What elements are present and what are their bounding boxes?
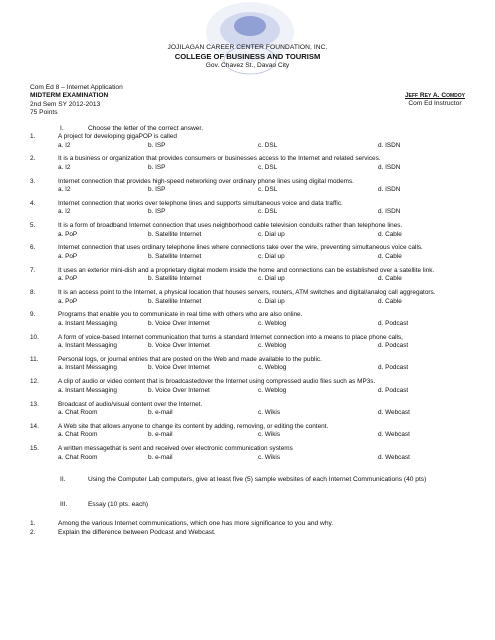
option-b: b. Satellite Internet (148, 297, 202, 305)
option-d: d. Webcast (378, 431, 410, 439)
option-c: c. Weblog (258, 386, 287, 394)
question-number: 11. (30, 355, 39, 363)
option-a: a. Instant Messaging (58, 319, 117, 327)
question-text: Personal logs, or journal entries that are posted on the Web and made available to the public. (58, 355, 322, 363)
option-c: c. Weblog (258, 342, 287, 350)
option-c: c. Wikis (258, 431, 281, 439)
option-b: b. Voice Over Internet (148, 364, 210, 372)
question-number: 5. (30, 222, 36, 230)
section-3-heading (60, 501, 148, 508)
option-a: a. Instant Messaging (58, 342, 117, 350)
question-number: 13. (30, 400, 39, 408)
question-number: 1. (30, 133, 36, 140)
essay-number: 2. (30, 529, 36, 536)
option-c: c. Weblog (258, 364, 287, 372)
question-item (30, 222, 480, 244)
section-number: I. (60, 125, 64, 132)
question-number: 7. (30, 266, 36, 274)
option-b: b. ISP (148, 163, 166, 171)
instructor-name: Jeff Rey A. Comdoy (404, 92, 465, 99)
option-c: c. DSL (258, 186, 278, 194)
question-item (30, 311, 480, 333)
section-instruction: Essay (10 pts. each) (88, 501, 149, 508)
question-number: 2. (30, 155, 36, 163)
option-b: b. Voice Over Internet (148, 319, 210, 327)
option-c: c. Weblog (258, 319, 287, 327)
question-text: It uses an exterior mini-dish and a proprietary digital modem inside the home and connections can be established over a satellite link. (58, 266, 435, 274)
option-d: d. ISDN (378, 186, 401, 194)
option-d: d. Cable (378, 275, 402, 283)
section-number: II. (60, 476, 66, 483)
option-d: d. ISDN (378, 141, 401, 149)
question-text: A project for developing gigaPOP is called (58, 133, 177, 140)
question-text: Internet connection that uses ordinary telephone lines where connections take over the wire, preventing simultaneous voice calls. (58, 244, 423, 252)
instructor-info (405, 92, 465, 109)
question-item (30, 133, 480, 155)
option-b: b. Voice Over Internet (148, 386, 210, 394)
option-b: b. Satellite Internet (148, 230, 202, 238)
option-c: c. Dial up (258, 275, 285, 283)
option-b: b. e-mail (148, 409, 173, 417)
question-item (30, 445, 480, 467)
semester: 2nd Sem SY 2012-2013 (30, 100, 101, 108)
question-number: 12. (30, 378, 39, 386)
question-text: Internet connection that provides high-speed networking over ordinary phone lines using digital modems. (58, 177, 354, 185)
option-a: a. Chat Room (58, 431, 98, 439)
question-text: It is a form of broadband Internet connection that uses neighborhood cable television conduits rather than telephone lines. (58, 222, 403, 230)
option-d: d. Webcast (378, 453, 410, 461)
question-text: A clip of audio or video content that is broadcastedover the Internet using compressed audio files such as MP3s. (58, 378, 376, 386)
option-d: d. Cable (378, 230, 402, 238)
section-1-heading (60, 125, 203, 132)
option-c: c. DSL (258, 141, 278, 149)
question-number: 3. (30, 177, 36, 185)
question-item (30, 200, 480, 222)
question-item (30, 356, 480, 378)
option-c: c. Dial up (258, 230, 285, 238)
question-item (30, 244, 480, 266)
question-number: 9. (30, 311, 36, 319)
exam-title: MIDTERM EXAMINATION (30, 92, 109, 100)
exam-info (30, 84, 123, 118)
option-d: d. Cable (378, 252, 402, 260)
option-d: d. Podcast (378, 364, 409, 372)
option-d: d. Webcast (378, 409, 410, 417)
question-text: Programs that enable you to communicate in real time with others who are also online. (58, 311, 303, 319)
option-a: a. Instant Messaging (58, 364, 117, 372)
option-b: b. ISP (148, 141, 166, 149)
question-item (30, 423, 480, 445)
question-item (30, 178, 480, 200)
option-c: c. Wikis (258, 453, 281, 461)
school-address: Gov. Chavez St., Davao City (205, 62, 290, 69)
option-a: a. Chat Room (58, 453, 98, 461)
option-d: d. ISDN (378, 163, 401, 171)
question-list (30, 133, 480, 467)
essay-text: Explain the difference between Podcast and Webcast. (58, 529, 216, 536)
option-a: a. I2 (58, 141, 71, 149)
school-header (0, 44, 495, 69)
question-number: 8. (30, 289, 36, 297)
option-c: c. Dial up (258, 252, 285, 260)
college-name: COLLEGE OF BUSINESS AND TOURISM (174, 52, 321, 61)
question-text: It is a business or organization that provides consumers or businesses access to the Internet and related services. (58, 155, 381, 163)
option-b: b. e-mail (148, 431, 173, 439)
question-text: A form of voice-based Internet communication that turns a standard Internet connection into a means to place phone calls, (58, 333, 403, 341)
option-a: a. Instant Messaging (58, 386, 117, 394)
option-d: d. Podcast (378, 319, 409, 327)
option-a: a. PoP (58, 252, 78, 260)
option-b: b. ISP (148, 186, 166, 194)
option-a: a. I2 (58, 208, 71, 216)
option-b: b. Satellite Internet (148, 252, 202, 260)
section-number: III. (60, 501, 68, 508)
question-number: 6. (30, 244, 36, 252)
option-a: a. Chat Room (58, 409, 98, 417)
section-2-heading (60, 476, 426, 483)
section-instruction: Choose the letter of the correct answer. (88, 125, 204, 132)
option-b: b. Voice Over Internet (148, 342, 210, 350)
option-c: c. DSL (258, 208, 278, 216)
question-item (30, 401, 480, 423)
question-text: A written messagethat is sent and received over electronic communication systems (58, 445, 293, 453)
question-text: Broadcast of audio/visual content over the Internet. (58, 400, 203, 408)
instructor-role: Com Ed Instructor (408, 100, 462, 108)
question-number: 10. (30, 333, 39, 341)
essay-text: Among the various Internet communications, which one has more significance to you and why. (58, 520, 334, 527)
essay-number: 1. (30, 520, 36, 527)
question-item (30, 155, 480, 177)
total-points: 75 Points (30, 109, 58, 117)
course-name: Com Ed 8 – Internet Application (30, 84, 123, 91)
option-a: a. I2 (58, 186, 71, 194)
option-b: b. Satellite Internet (148, 275, 202, 283)
option-d: d. ISDN (378, 208, 401, 216)
option-a: a. I2 (58, 163, 71, 171)
option-c: c. Dial up (258, 297, 285, 305)
option-c: c. Wikis (258, 409, 281, 417)
option-a: a. PoP (58, 297, 78, 305)
option-c: c. DSL (258, 163, 278, 171)
question-item (30, 334, 480, 356)
question-text: It is an access point to the Internet, a physical location that houses servers, routers, ATM switches and digital/analog call aggregators. (58, 289, 436, 297)
foundation-name: JOJILAGAN CAREER CENTER FOUNDATION, INC. (167, 44, 328, 51)
question-number: 14. (30, 422, 39, 430)
question-item (30, 267, 480, 289)
question-text: Internet connection that works over telephone lines and supports simultaneous voice and data traffic. (58, 199, 343, 207)
question-item (30, 378, 480, 400)
option-b: b. e-mail (148, 453, 173, 461)
option-d: d. Cable (378, 297, 402, 305)
question-number: 4. (30, 199, 36, 207)
question-number: 15. (30, 445, 39, 453)
question-text: A Web site that allows anyone to change its content by adding, removing, or editing the content. (58, 422, 329, 430)
question-item (30, 289, 480, 311)
option-d: d. Podcast (378, 386, 409, 394)
option-a: a. PoP (58, 230, 78, 238)
option-d: d. Podcast (378, 342, 409, 350)
option-a: a. PoP (58, 275, 78, 283)
section-instruction: Using the Computer Lab computers, give at least five (5) sample websites of each Internet Communications (40 pts) (88, 476, 427, 483)
option-b: b. ISP (148, 208, 166, 216)
